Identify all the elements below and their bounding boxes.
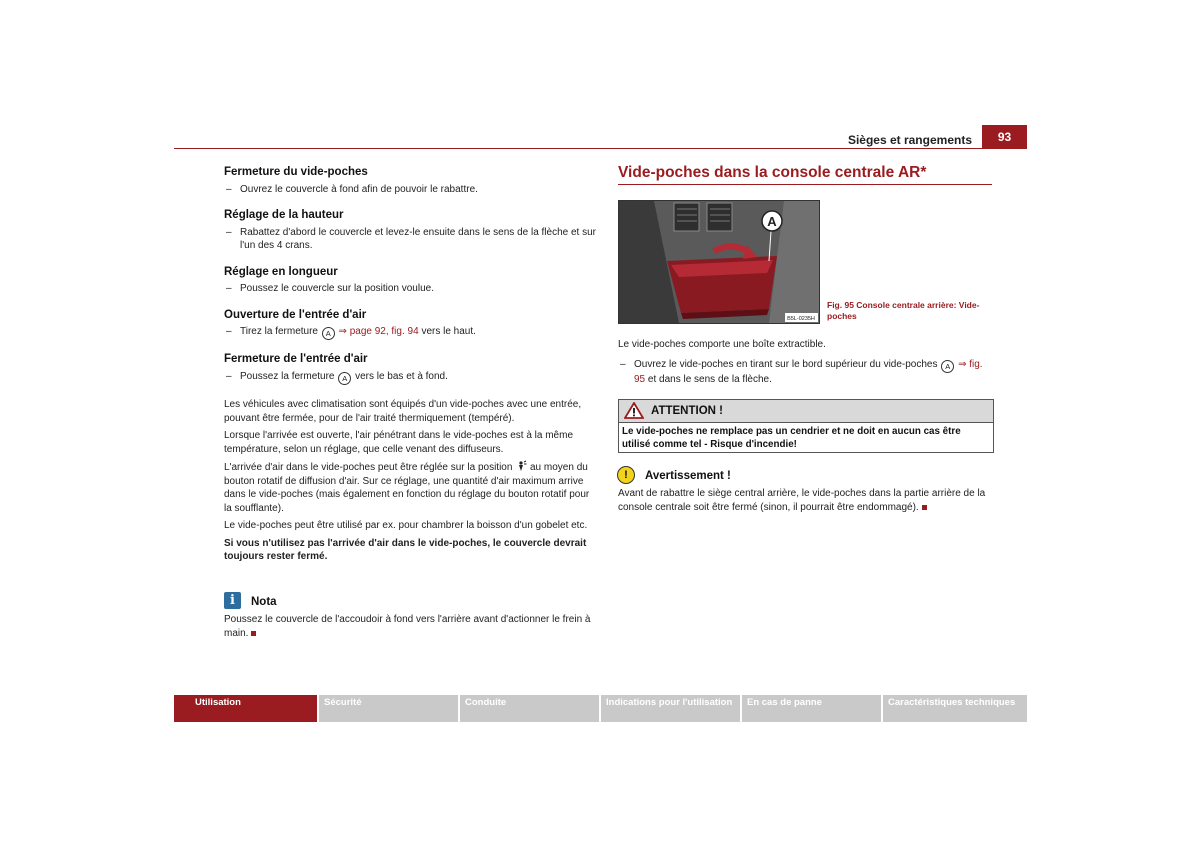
- paragraph: Les véhicules avec climatisation sont équipés d'un vide-poches avec une entrée, pouvant être fermée, pour de l'air traité thermiquement (tempéré).: [224, 399, 582, 424]
- list-item-text: vers le haut.: [421, 326, 476, 337]
- dash: –: [226, 183, 232, 195]
- warning-triangle-icon: [624, 402, 644, 419]
- heading-reglage-longueur: Réglage en longueur: [224, 265, 338, 278]
- paragraph: Le vide-poches comporte une boîte extractible.: [618, 339, 826, 350]
- dash: –: [226, 283, 232, 294]
- nota-title: Nota: [251, 596, 277, 608]
- list-item: [224, 370, 599, 385]
- section-rule: [618, 184, 992, 185]
- heading-fermeture-entree-air: Fermeture de l'entrée d'air: [224, 353, 368, 366]
- list-item: [224, 325, 599, 340]
- heading-reglage-hauteur: Réglage de la hauteur: [224, 209, 344, 221]
- cross-reference-link[interactable]: ⇒ page 92, fig. 94: [338, 326, 419, 337]
- end-marker-icon: [922, 505, 927, 510]
- marker-a-icon: A: [941, 360, 954, 373]
- figure-caption: Fig. 95 Console centrale arrière: Vide-poches: [827, 300, 980, 321]
- paragraph: [224, 460, 599, 515]
- figure-console-image: [618, 200, 820, 324]
- right-body: [618, 338, 993, 386]
- list-item-text: Ouvrez le couvercle à fond afin de pouvoir le rabattre.: [240, 183, 478, 195]
- dash: –: [226, 326, 232, 337]
- attention-box: [618, 399, 994, 453]
- list-item-text: Ouvrez le vide-poches en tirant sur le bord supérieur du vide-poches: [634, 358, 938, 370]
- paragraph: Lorsque l'arrivée est ouverte, l'air pénétrant dans le vide-poches est à la même température, selon un réglage, que celle venant des diffuseurs.: [224, 430, 574, 455]
- list-item: [224, 282, 599, 296]
- heading-ouverture-entree-air: Ouverture de l'entrée d'air: [224, 308, 367, 321]
- dash: –: [226, 226, 232, 238]
- attention-title: ATTENTION !: [651, 405, 723, 417]
- end-marker-icon: [251, 631, 256, 636]
- list-item-text: Poussez la fermeture: [240, 370, 335, 382]
- list-item-text: Rabattez d'abord le couvercle et levez-le ensuite dans le sens de la flèche et sur l'un des 4 crans.: [240, 226, 597, 251]
- left-column: [224, 166, 599, 564]
- dash: –: [620, 358, 626, 370]
- footer-tab-en-cas-de-panne[interactable]: En cas de panne: [742, 695, 881, 722]
- paragraph-text: au moyen du bouton rotatif de diffusion d'air. Sur ce réglage, une quantité d'air maximum arrive dans le vide-poches (mais également en fonction du réglage du bouton rotatif pour la soufflante).: [224, 462, 590, 514]
- figure-marker-a: A: [767, 214, 777, 229]
- dash: –: [226, 370, 232, 382]
- list-item: [618, 358, 993, 387]
- heading-fermeture-vide-poches: Fermeture du vide-poches: [224, 166, 368, 178]
- attention-text: Le vide-poches ne remplace pas un cendrier et ne doit en aucun cas être utilisé comme tel - Risque d'incendie!: [622, 426, 961, 450]
- header-rule: [174, 148, 1027, 149]
- footer-tab-indications[interactable]: Indications pour l'utilisation: [601, 695, 740, 722]
- exclamation-circle-icon: !: [617, 466, 635, 484]
- paragraph-bold: Si vous n'utilisez pas l'arrivée d'air dans le vide-poches, le couvercle devrait toujours rester fermé.: [224, 537, 587, 562]
- footer-tab-utilisation[interactable]: Utilisation: [174, 695, 317, 722]
- marker-a-icon: A: [322, 327, 335, 340]
- list-item-text: Poussez le couvercle sur la position voulue.: [240, 283, 434, 294]
- warning-text: [618, 487, 993, 514]
- info-icon: i: [224, 592, 241, 609]
- footer-tab-caracteristiques[interactable]: Caractéristiques techniques: [883, 695, 1027, 722]
- paragraph-text: L'arrivée d'air dans le vide-poches peut être réglée sur la position: [224, 462, 513, 473]
- cross-reference-link[interactable]: ⇒ fig. 95: [634, 358, 983, 385]
- air-distribution-icon: [515, 460, 527, 472]
- warning-text-content: Avant de rabattre le siège central arrière, le vide-poches dans la partie arrière de la console centrale soit être fermé (sinon, il pourrait être endommagé).: [618, 488, 986, 513]
- list-item: [224, 183, 599, 197]
- footer-tab-securite[interactable]: Sécurité: [319, 695, 458, 722]
- page-number: 93: [982, 125, 1027, 149]
- figure-code: B5L-0235H: [787, 316, 815, 322]
- list-item-text: et dans le sens de la flèche.: [647, 373, 772, 385]
- marker-a-icon: A: [338, 372, 351, 385]
- paragraph: Le vide-poches peut être utilisé par ex. pour chambrer la boisson d'un gobelet etc.: [224, 520, 588, 531]
- running-header-title: Sièges et rangements: [847, 133, 972, 147]
- section-title: Vide-poches dans la console centrale AR*: [618, 164, 927, 181]
- warning-title: Avertissement !: [645, 470, 731, 482]
- list-item-text: Tirez la fermeture: [240, 326, 318, 337]
- list-item-text: vers le bas et à fond.: [355, 370, 448, 382]
- attention-header: [619, 400, 993, 423]
- footer-tab-conduite[interactable]: Conduite: [460, 695, 599, 722]
- list-item: [224, 226, 599, 253]
- nota-text-content: Poussez le couvercle de l'accoudoir à fond vers l'arrière avant d'actionner le frein à main.: [224, 614, 591, 639]
- nota-text: [224, 613, 599, 640]
- console-illustration: [619, 201, 819, 323]
